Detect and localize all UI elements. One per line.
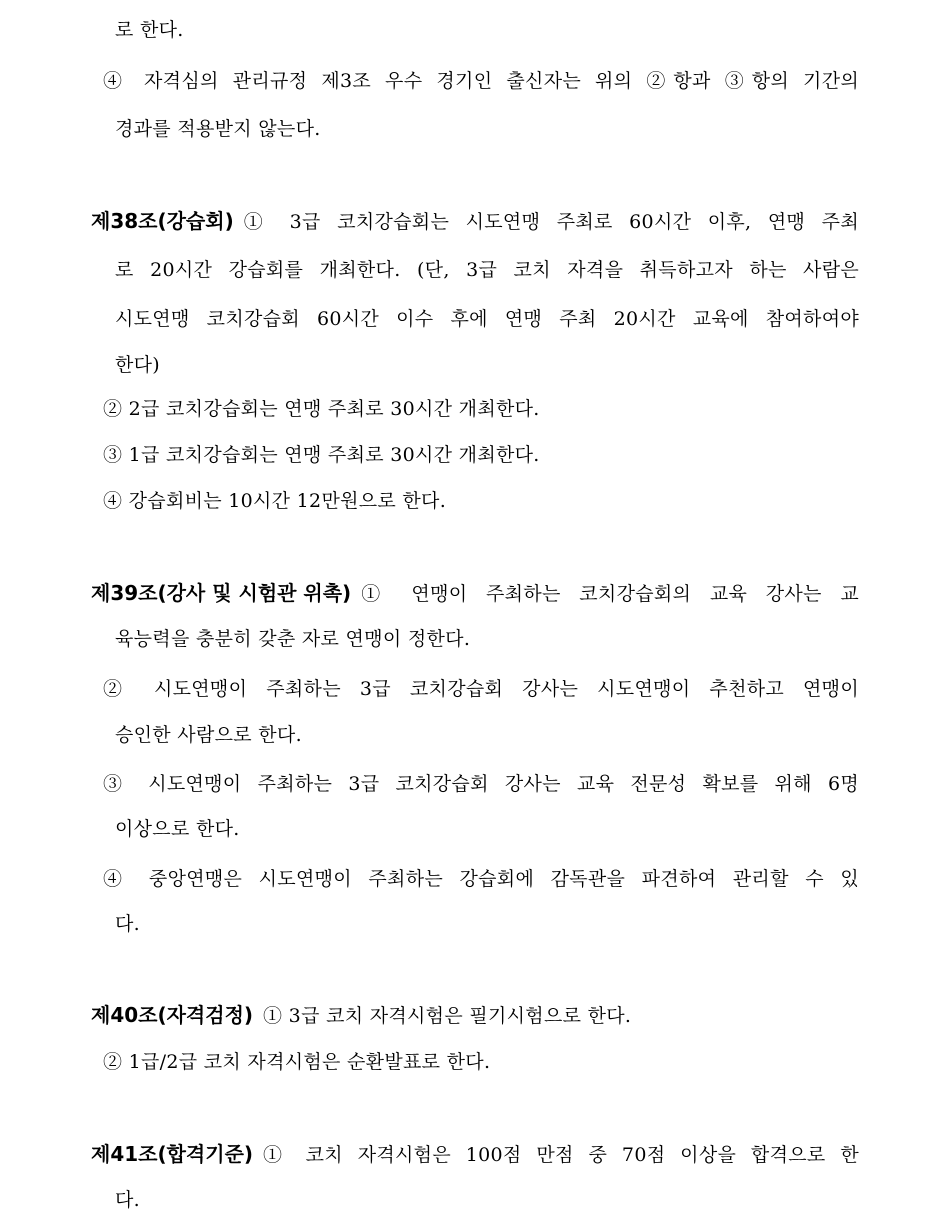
article-39-clause-1-line-1: ① 연맹이 주최하는 코치강습회의 교육 강사는 교 [361,583,859,605]
article-41-clause-1-line-1: ① 코치 자격시험은 100점 만점 중 70점 이상을 합격으로 한 [263,1144,859,1166]
article-38-clause-2: ② 2급 코치강습회는 연맹 주최로 30시간 개최한다. [103,398,540,420]
article-38 [91,209,859,234]
clause-4-line-2: 경과를 적용받지 않는다. [115,118,321,140]
article-39-clause-3-line-1: ③ 시도연맹이 주최하는 3급 코치강습회 강사는 교육 전문성 확보를 위해 6명 [103,773,859,795]
article-41-clause-1-line-2: 다. [115,1189,140,1211]
article-40-clause-2: ② 1급/2급 코치 자격시험은 순환발표로 한다. [103,1051,491,1073]
article-39-clause-4-line-2: 다. [115,913,140,935]
article-40 [91,1003,711,1028]
article-39 [91,581,859,606]
intro-line: 로 한다. [115,19,184,41]
article-38-heading: 제38조(강습회) [91,209,234,233]
article-38-clause-1-line-3: 시도연맹 코치강습회 60시간 이수 후에 연맹 주최 20시간 교육에 참여하여야 [115,308,859,330]
article-39-clause-1-line-2: 육능력을 충분히 갖춘 자로 연맹이 정한다. [115,628,471,650]
article-38-clause-1-line-4: 한다) [115,354,161,376]
article-39-clause-2-line-2: 승인한 사람으로 한다. [115,724,302,746]
article-38-clause-3: ③ 1급 코치강습회는 연맹 주최로 30시간 개최한다. [103,444,540,466]
article-39-clause-2-line-1: ② 시도연맹이 주최하는 3급 코치강습회 강사는 시도연맹이 추천하고 연맹이 [103,678,859,700]
article-39-heading: 제39조(강사 및 시험관 위촉) [91,581,352,605]
article-39-clause-4-line-1: ④ 중앙연맹은 시도연맹이 주최하는 강습회에 감독관을 파견하여 관리할 수 있 [103,868,859,890]
article-39-clause-3-line-2: 이상으로 한다. [115,818,240,840]
article-38-clause-4: ④ 강습회비는 10시간 12만원으로 한다. [103,490,447,512]
clause-4-line-1: ④ 자격심의 관리규정 제3조 우수 경기인 출신자는 위의 ②항과 ③항의 기간의 [103,70,859,92]
article-40-heading: 제40조(자격검정) [91,1003,254,1027]
article-38-clause-1-line-2: 로 20시간 강습회를 개최한다. (단, 3급 코치 자격을 취득하고자 하는 사람은 [115,259,859,281]
article-41-heading: 제41조(합격기준) [91,1142,254,1166]
article-38-clause-1-line-1: ① 3급 코치강습회는 시도연맹 주최로 60시간 이후, 연맹 주최 [243,211,859,233]
article-41 [91,1142,859,1167]
article-40-clause-1: ① 3급 코치 자격시험은 필기시험으로 한다. [263,1005,632,1027]
